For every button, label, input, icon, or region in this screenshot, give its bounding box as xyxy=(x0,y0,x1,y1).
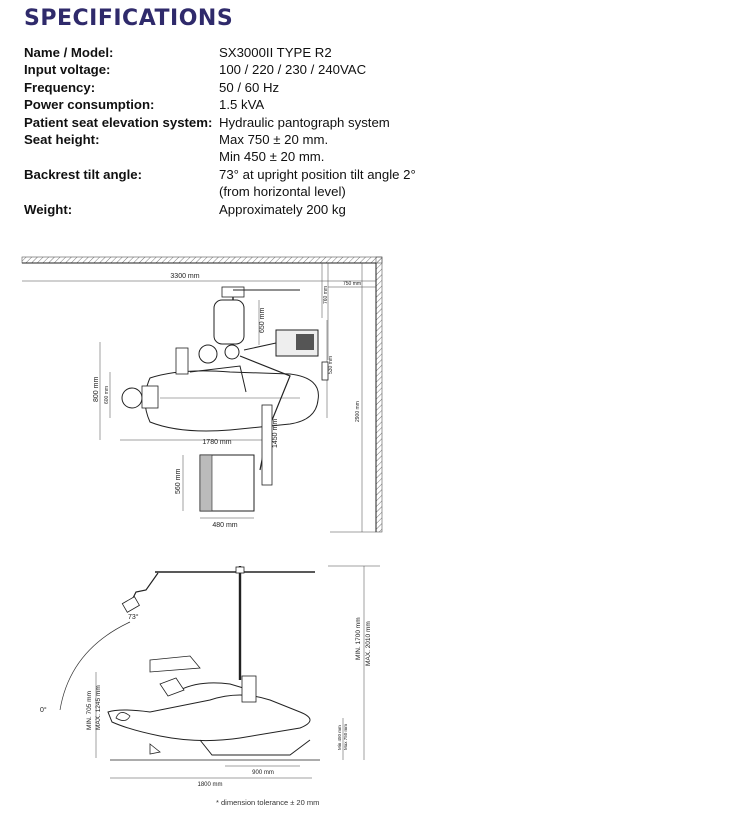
spec-value: Min 450 ± 20 mm. xyxy=(219,149,325,165)
spec-value: Hydraulic pantograph system xyxy=(219,114,390,130)
spec-label: Name / Model: xyxy=(24,45,114,60)
dim-530: 530 mm xyxy=(328,355,334,374)
page-title: SPECIFICATIONS xyxy=(24,6,234,31)
wall-top xyxy=(22,257,382,263)
dim-800: 800 mm xyxy=(93,376,100,402)
dim-3300: 3300 mm xyxy=(170,273,200,280)
spec-label: Weight: xyxy=(24,201,73,217)
dim-2900: 2900 mm xyxy=(355,401,361,422)
spec-value: SX3000II TYPE R2 xyxy=(219,45,332,60)
dim-1780: 1780 mm xyxy=(202,439,232,446)
dim-1800: 1800 mm xyxy=(197,782,223,788)
spec-label: Frequency: xyxy=(24,79,96,95)
chair-side xyxy=(108,695,310,741)
spec-value: 50 / 60 Hz xyxy=(219,79,280,95)
dim-900: 900 mm xyxy=(252,770,274,776)
dim-600: 600 mm xyxy=(104,385,110,404)
operating-light xyxy=(214,300,244,344)
dim-760: 760 mm xyxy=(323,285,329,304)
tolerance-note: * dimension tolerance ± 20 mm xyxy=(216,798,320,807)
wall-right xyxy=(376,257,382,532)
spec-value: 100 / 220 / 230 / 240VAC xyxy=(219,62,367,78)
dim-750: 750 mm xyxy=(342,281,362,287)
spec-value: Approximately 200 kg xyxy=(219,201,346,217)
spec-label: Seat height: xyxy=(24,132,100,148)
headrest xyxy=(122,388,142,408)
spec-value: Max 750 ± 20 mm. xyxy=(219,132,329,148)
dim-light-max: MAX. 2010 mm xyxy=(365,621,372,666)
dim-light-min: MIN. 1700 mm xyxy=(355,617,362,660)
dim-480: 480 mm xyxy=(212,522,238,529)
dim-seat-min: Min 450 mm xyxy=(337,725,342,750)
light-mount xyxy=(222,287,244,297)
angle-0: 0° xyxy=(40,707,47,714)
spec-label: Power consumption: xyxy=(24,97,155,113)
spec-label: Input voltage: xyxy=(24,62,111,78)
chair-outline xyxy=(145,371,318,431)
dim-seat-max: Max 750 mm xyxy=(343,723,348,750)
spec-value: 73° at upright position tilt angle 2° xyxy=(219,166,416,182)
dim-back-min: MIN. 705 mm xyxy=(86,690,93,730)
spec-value: 1.5 kVA xyxy=(219,97,265,113)
dim-back-max: MAX. 1245 mm xyxy=(95,685,102,730)
dim-1450: 1450 mm xyxy=(272,418,279,448)
spec-label: Backrest tilt angle: xyxy=(24,166,142,182)
dim-560: 560 mm xyxy=(175,468,182,494)
spec-label: Patient seat elevation system: xyxy=(24,114,213,130)
spec-value: (from horizontal level) xyxy=(219,184,346,200)
dim-650: 650 mm xyxy=(259,307,266,333)
angle-73: 73° xyxy=(128,614,139,621)
